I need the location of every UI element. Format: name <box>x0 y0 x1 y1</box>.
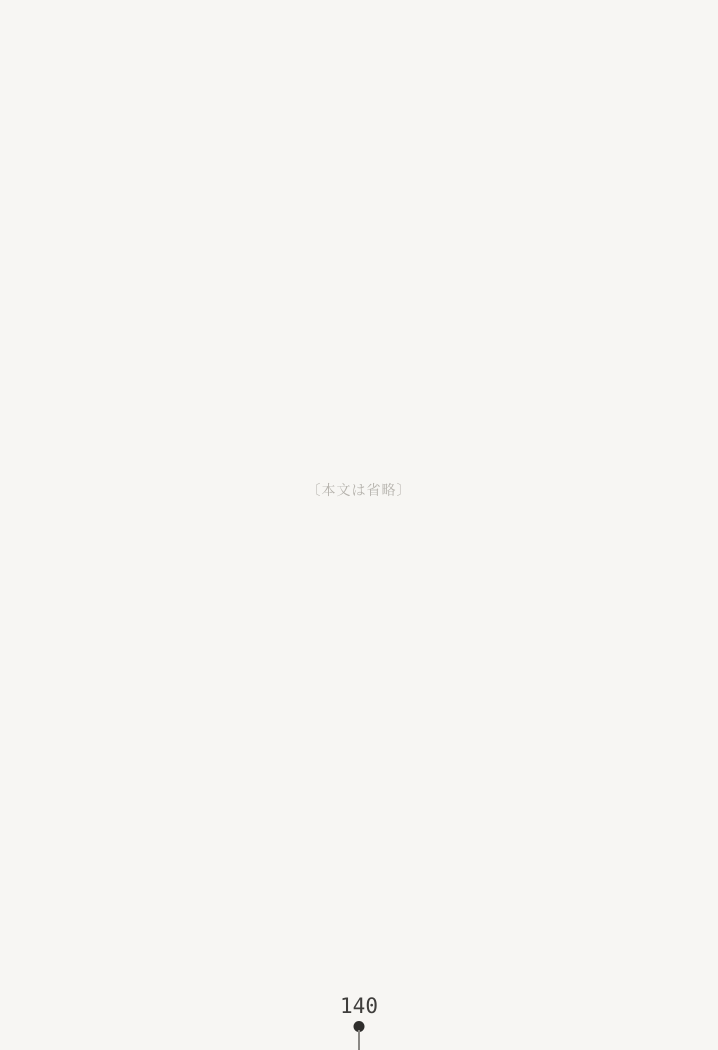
page-number: 140 <box>340 994 378 1018</box>
redaction-notice: 〔本文は省略〕 <box>306 482 412 498</box>
footer-stem-line <box>358 1030 360 1050</box>
